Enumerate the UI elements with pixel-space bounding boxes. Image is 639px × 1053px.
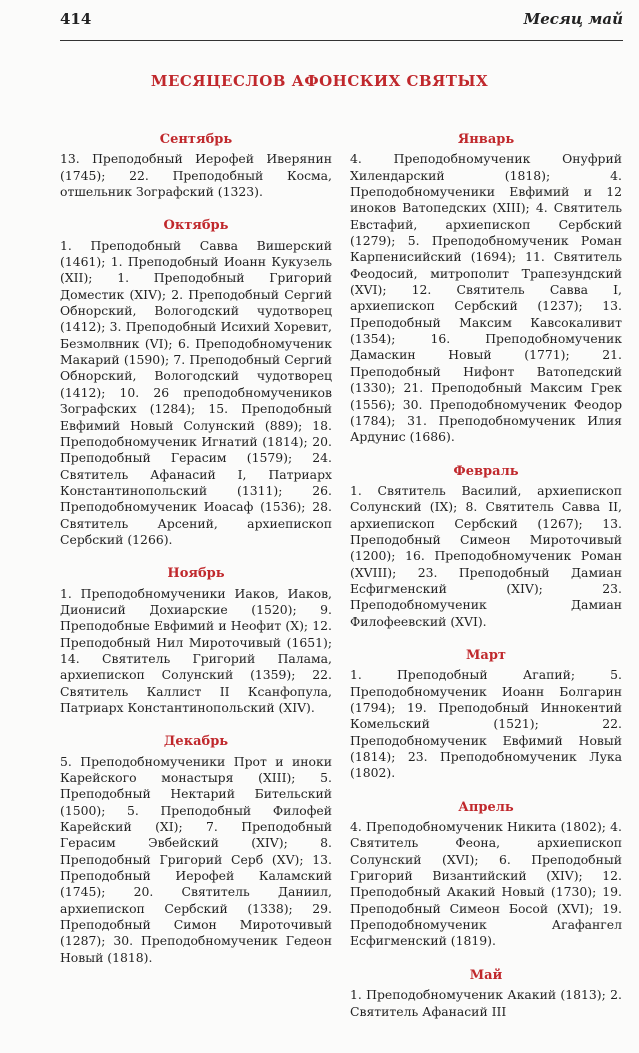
month-heading: Январь	[457, 132, 515, 147]
month-section-october	[60, 218, 332, 548]
month-heading: Апрель	[458, 799, 514, 815]
month-entries: 5. Преподобномученики Прот и иноки Карейского монастыря (XIII); 5. Преподобный Нектарий Бительский (1500); 5. Преподобный Филофей Карейский (XI); 7. Преподобный Герасим Эвбейский (XIV); 8. Преподобный Григорий Серб (XV); 13. Преподобный Иерофей Каламский (1745); 20. Святитель Даниил, архиепископ Сербский (1338); 29. Преподобный Симон Мироточивый (1287); 30. Преподобномученик Гедеон Новый (1818).	[60, 753, 332, 965]
month-entries: 4. Преподобномученик Никита (1802); 4. Святитель Феона, архиепископ Солунский (XVI); 6. Преподобный Григорий Византийский (XIV); 12. Преподобный Акакий Новый (1730); 19. Преподобный Симеон Босой (XVI); 19. Преподобномученик Агафангел Есфигменский (1819).	[350, 819, 622, 949]
month-heading: Октябрь	[163, 218, 229, 234]
month-entries: 13. Преподобный Иерофей Иверянин (1745); 22. Преподобный Косма, отшельник Зографский (1323).	[60, 151, 332, 200]
month-entries: 1. Преподобномученик Акакий (1813); 2. Святитель Афанасий III	[350, 987, 622, 1019]
month-heading: Декабрь	[163, 734, 229, 750]
page-number: 414	[60, 10, 92, 28]
month-section-september	[60, 132, 332, 200]
month-section-march	[350, 648, 622, 782]
month-section-may	[350, 968, 622, 1020]
running-head: Месяц май	[523, 10, 623, 28]
month-section-april	[350, 800, 622, 950]
month-section-february	[350, 464, 622, 630]
month-entries: 1. Преподобномученики Иаков, Иаков, Дионисий Дохиарские (1520); 9. Преподобные Евфимий и Неофит (X); 12. Преподобный Нил Мироточивый (1651); 14. Святитель Григорий Палама, архиепископ Солунский (1359); 22. Святитель Каллист II Ксанфопула, Патриарх Константинопольский (XIV).	[60, 585, 332, 715]
month-section-november	[60, 566, 332, 716]
month-heading: Сентябрь	[159, 132, 233, 147]
month-entries: 1. Преподобный Савва Вишерский (1461); 1. Преподобный Иоанн Кукузель (XII); 1. Преподобный Григорий Доместик (XIV); 2. Преподобный Сергий Обнорский, Вологодский чудотворец (1412); 3. Преподобный Исихий Хоревит, Безмолвник (VI); 6. Преподобномученик Макарий (1590); 7. Преподобный Сергий Обнорский, Вологодский чудотворец (1412); 10. 26 преподобномучеников Зографских (1284); 15. Преподобный Евфимий Новый Солунский (889); 18. Преподобномученик Игнатий (1814); 20. Преподобный Герасим (1579); 24. Святитель Афанасий I, Патриарх Константинопольский (1311); 26. Преподобномученик Иоасаф (1536); 28. Святитель Арсений, архиепископ Сербский (1266).	[60, 237, 332, 547]
month-section-january	[350, 132, 622, 446]
page-title: МЕСЯЦЕСЛОВ АФОНСКИХ СВЯТЫХ	[150, 72, 489, 90]
header-rule	[60, 40, 623, 41]
month-entries: 4. Преподобномученик Онуфрий Хилендарский (1818); 4. Преподобномученики Евфимий и 12 иноков Ватопедских (XIII); 4. Святитель Евстафий, архиепископ Сербский (1279); 5. Преподобномученик Роман Карпенисийский (1694); 11. Святитель Феодосий, митрополит Трапезундский (XVI); 12. Святитель Савва I, архиепископ Сербский (1237); 13. Преподобный Максим Кавсокаливит (1354); 16. Преподобномученик Дамаскин Новый (1771); 21. Преподобный Нифонт Ватопедский (1330); 21. Преподобный Максим Грек (1556); 30. Преподобномученик Феодор (1784); 31. Преподобномученик Илия Ардунис (1686).	[350, 151, 622, 445]
left-column	[60, 132, 332, 984]
right-column	[350, 132, 622, 1038]
month-heading: Февраль	[453, 463, 519, 479]
month-entries: 1. Святитель Василий, архиепископ Солунский (IX); 8. Святитель Савва II, архиепископ Сербский (1267); 13. Преподобный Симеон Мироточивый (1200); 16. Преподобномученик Роман (XVIII); 23. Преподобный Дамиан Есфигменский (XIV); 23. Преподобномученик Дамиан Филофеевский (XVI).	[350, 482, 622, 629]
month-heading: Май	[469, 967, 503, 983]
month-heading: Март	[466, 647, 506, 663]
month-heading: Ноябрь	[167, 566, 225, 582]
month-section-december	[60, 734, 332, 966]
month-entries: 1. Преподобный Агапий; 5. Преподобномученик Иоанн Болгарин (1794); 19. Преподобный Иннокентий Комельский (1521); 22. Преподобномученик Евфимий Новый (1814); 23. Преподобномученик Лука (1802).	[350, 667, 622, 781]
